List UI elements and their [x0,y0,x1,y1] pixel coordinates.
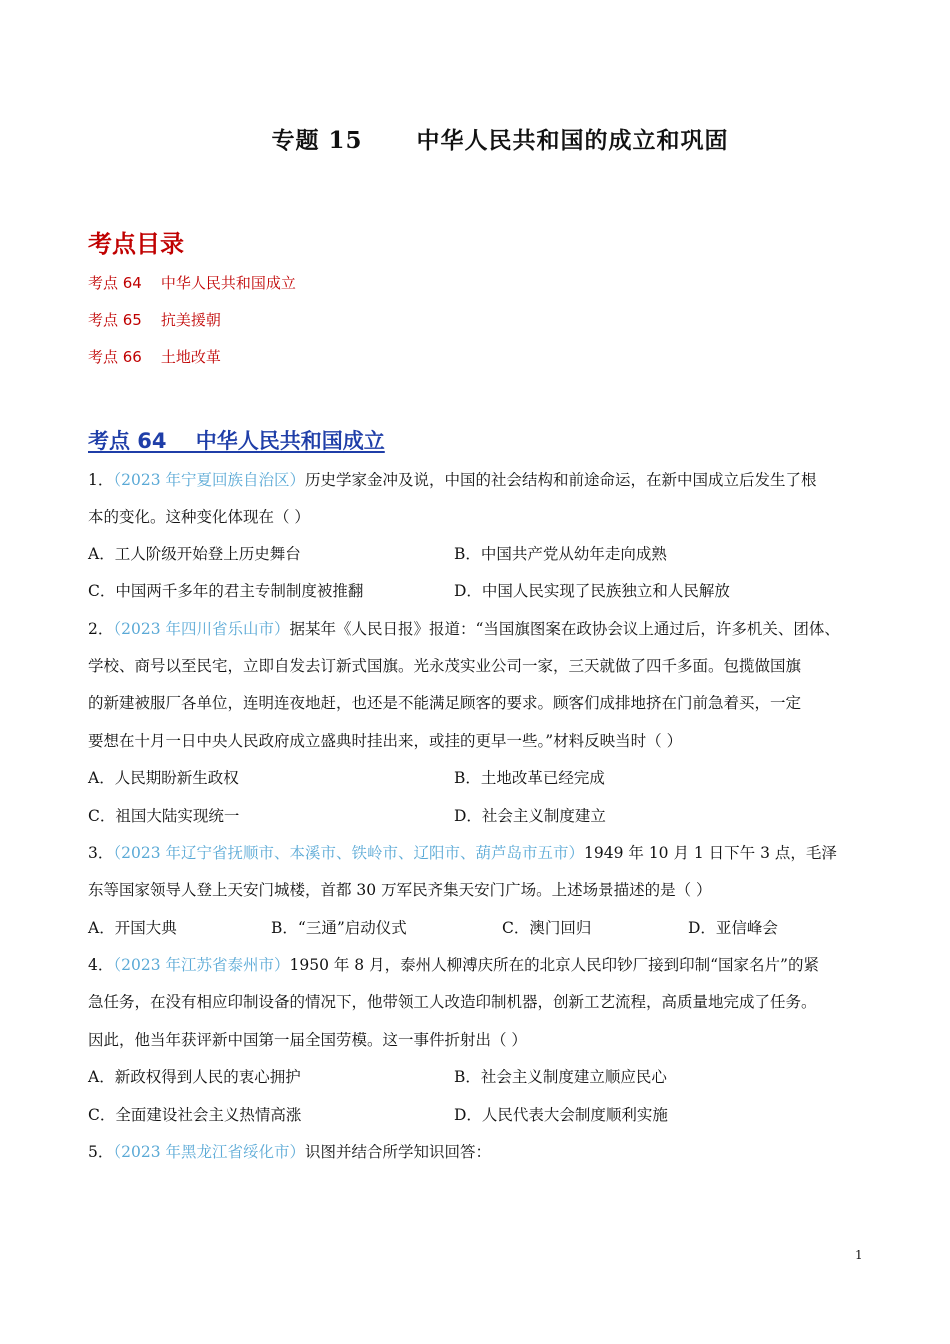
question-4-line-1: 4．（2023 年江苏省泰州市）1950 年 8 月，泰州人柳溥庆所在的北京人民印钞厂接到印制“国家名片”的紧 [88,956,819,974]
question-1-option-b: B．中国共产党从幼年走向成熟 [454,545,667,563]
question-2-source: （2023 年四川省乐山市） [113,620,290,638]
question-1-source: （2023 年宁夏回族自治区） [113,471,305,489]
question-4-option-a: A．新政权得到人民的衷心拥护 [88,1068,301,1086]
question-2-option-b: B．土地改革已经完成 [454,769,605,787]
page-number: 1 [855,1248,863,1262]
question-3-option-a: A．开国大典 [88,919,177,937]
question-4-line-2: 急任务，在没有相应印制设备的情况下，他带领工人改造印制机器，创新工艺流程，高质量地完成了任务。 [88,993,817,1011]
question-1-option-c: C．中国两千多年的君主专制制度被推翻 [88,582,364,600]
question-2-option-c: C．祖国大陆实现统一 [88,807,240,825]
question-4-option-b: B．社会主义制度建立顺应民心 [454,1068,667,1086]
question-4-option-c: C．全面建设社会主义热情高涨 [88,1106,302,1124]
question-4-line-3: 因此，他当年获评新中国第一届全国劳模。这一事件折射出（ ） [88,1031,527,1049]
question-2-line-2: 学校、商号以至民宅，立即自发去订新式国旗。光永茂实业公司一家，三天就做了四千多面。包揽做国旗 [88,657,802,675]
question-3-option-b: B．“三通”启动仪式 [271,919,407,937]
question-1-option-a: A．工人阶级开始登上历史舞台 [88,545,301,563]
question-5-line-1: 5．（2023 年黑龙江省绥化市）识图并结合所学知识回答： [88,1143,492,1161]
question-2-line-4: 要想在十月一日中央人民政府成立盛典时挂出来，或挂的更早一些。”材料反映当时（ ） [88,732,683,750]
question-1-line-1: 1．（2023 年宁夏回族自治区）历史学家金冲及说，中国的社会结构和前途命运，在新中国成立后发生了根 [88,471,817,489]
question-5-source: （2023 年黑龙江省绥化市） [113,1143,305,1161]
question-4-source: （2023 年江苏省泰州市） [113,956,290,974]
question-3-line-1: 3．（2023 年辽宁省抚顺市、本溪市、铁岭市、辽阳市、葫芦岛市五市）1949 年 10 月 1 日下午 3 点，毛泽 [88,844,837,862]
question-2-line-1: 2．（2023 年四川省乐山市）据某年《人民日报》报道：“当国旗图案在政协会议上通过后，许多机关、团体、 [88,620,840,638]
question-3-option-d: D．亚信峰会 [688,919,778,937]
page-title: 专题 15 中华人民共和国的成立和巩固 [271,127,729,154]
question-3-line-2: 东等国家领导人登上天安门城楼，首都 30 万军民齐集天安门广场。上述场景描述的是（ ） [88,881,712,899]
question-4-option-d: D．人民代表大会制度顺利实施 [454,1106,668,1124]
question-2-line-3: 的新建被服厂各单位，连明连夜地赶，也还是不能满足顾客的要求。顾客们成排地挤在门前急着买，一定 [88,694,802,712]
question-3-source: （2023 年辽宁省抚顺市、本溪市、铁岭市、辽阳市、葫芦岛市五市） [113,844,585,862]
toc-item-64[interactable]: 考点 64 中华人民共和国成立 [88,274,296,292]
toc-item-65[interactable]: 考点 65 抗美援朝 [88,311,221,329]
question-1-line-2: 本的变化。这种变化体现在（ ） [88,508,310,526]
question-2-option-d: D．社会主义制度建立 [454,807,606,825]
question-3-option-c: C．澳门回归 [502,919,592,937]
question-2-option-a: A．人民期盼新生政权 [88,769,239,787]
toc-item-66[interactable]: 考点 66 土地改革 [88,348,221,366]
question-1-option-d: D．中国人民实现了民族独立和人民解放 [454,582,730,600]
section-heading-64[interactable]: 考点 64 中华人民共和国成立 [88,429,385,453]
toc-heading: 考点目录 [88,230,184,258]
